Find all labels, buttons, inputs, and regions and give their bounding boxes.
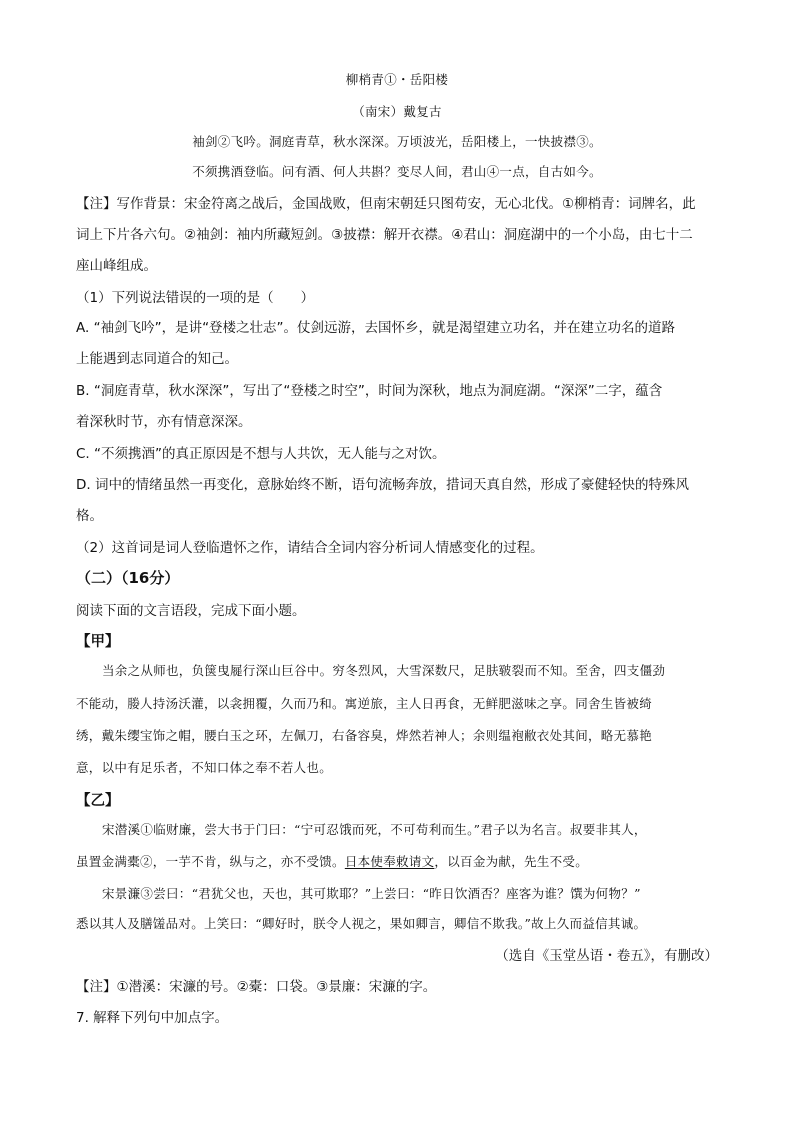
question-1-option-a: A. “袖剑飞吟”，是讲“登楼之壮志”。仗剑远游，去国怀乡，就是渴望建立功名，并在建立功名的道路	[76, 320, 676, 336]
question-1-option-b-cont: 着深秋时节，亦有情意深深。	[76, 414, 252, 430]
passage-yi-text-b: ，以百金为献，先生不受。	[434, 854, 589, 869]
passage-jia-line-1: 当余之从师也，负箧曳屣行深山巨谷中。穷冬烈风，大雪深数尺，足肤皲裂而不知。至舍，四支僵劲	[102, 663, 666, 678]
passage-yi-para-2-line-1: 宋景濂③尝曰：“君犹父也，天也，其可欺耶？”上尝曰：“昨日饮酒否？座客为谁？馔为何物？”	[102, 886, 641, 901]
passage-jia-line-3: 绣，戴朱缨宝饰之帽，腰白玉之环，左佩刀，右备容臭，烨然若神人；余则缊袍敝衣处其间，略无慕艳	[76, 728, 653, 743]
passage-jia-label: 【甲】	[76, 634, 120, 650]
question-1-option-c: C. “不须携酒”的真正原因是不想与人共饮，无人能与之对饮。	[76, 446, 446, 462]
underlined-sentence: 日本使奉敕请文	[344, 854, 435, 869]
section-2-instruction: 阅读下面的文言语段，完成下面小题。	[76, 603, 306, 619]
poem-line-2: 不须携酒登临。问有酒、何人共斟？变尽人间，君山④一点，自古如今。	[192, 164, 602, 179]
section-2-heading: （二）（16分）	[76, 569, 180, 587]
passage-jia-line-4: 意，以中有足乐者，不知口体之奉不若人也。	[76, 760, 333, 775]
question-7: 7. 解释下列句中加点字。	[76, 1010, 229, 1026]
passage-note: 【注】①潜溪：宋濂的号。②橐：口袋。③景廉：宋濂的字。	[76, 979, 437, 995]
poem-note-line-3: 座山峰组成。	[76, 258, 157, 274]
question-1-option-b: B. “洞庭青草，秋水深深”，写出了“登楼之时空”，时间为深秋，地点为洞庭湖。“深深”二字，蕴含	[76, 383, 663, 399]
passage-yi-para-1-line-2	[76, 852, 588, 870]
question-1-stem: （1）下列说法错误的一项的是（ ）	[76, 290, 315, 306]
question-1-option-a-cont: 上能遇到志同道合的知己。	[76, 351, 238, 367]
poem-note-line-2: 词上下片各六句。②袖剑：袖内所藏短剑。③披襟：解开衣襟。④君山：洞庭湖中的一个小岛，由七十二	[76, 227, 693, 243]
question-1-option-d-cont: 格。	[76, 508, 103, 524]
question-1-option-d: D. 词中的情绪虽然一再变化，意脉始终不断，语句流畅奔放，措词天真自然，形成了豪健轻快的特殊风	[76, 477, 689, 493]
passage-yi-text-a: 虽置金满橐②，一芋不肯，纵与之，亦不受馈。	[76, 854, 345, 869]
passage-yi-para-2-line-2: 悉以其人及膳馐品对。上笑曰：“卿好时，朕令人视之，果如卿言，卿信不欺我。”故上久而益信其诚。	[76, 916, 647, 931]
passage-source: （选自《玉堂丛语・卷五》，有删改）	[495, 948, 718, 964]
poem-note-line-1: 【注】写作背景：宋金符离之战后，金国战败，但南宋朝廷只图苟安，无心北伐。①柳梢青：词牌名，此	[76, 196, 696, 212]
poem-line-1: 袖剑②飞吟。洞庭青草，秋水深深。万顷波光，岳阳楼上，一快披襟③。	[192, 134, 602, 149]
passage-yi-para-1-line-1: 宋潜溪①临财廉，尝大书于门曰：“宁可忍饿而死，不可苟利而生。”君子以为名言。叔要非其人，	[102, 822, 647, 837]
passage-jia-line-2: 不能动，媵人持汤沃灌，以衾拥覆，久而乃和。寓逆旅，主人日再食，无鲜肥滋味之享。同舍生皆被绮	[76, 696, 653, 711]
poem-author: （南宋）戴复古	[352, 104, 442, 119]
passage-yi-label: 【乙】	[76, 793, 120, 809]
poem-title: 柳梢青①・岳阳楼	[345, 72, 449, 87]
question-2: （2）这首词是词人登临遣怀之作，请结合全词内容分析词人情感变化的过程。	[76, 540, 544, 556]
